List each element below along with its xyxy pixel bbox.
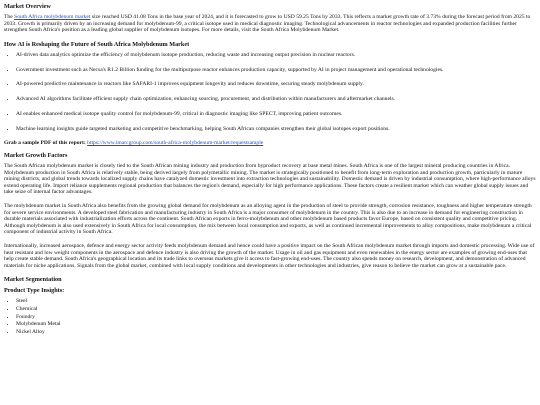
growth-factors-heading: Market Growth Factors xyxy=(4,152,68,160)
market-link[interactable]: South Africa molybdenum market xyxy=(14,14,91,20)
list-item: • AI enables enhanced medical isotope quality control for molybdenum-99, critical in diagnostic imaging like SPECT, improving patient outcomes. xyxy=(16,111,536,118)
growth-paragraph-2: The molybdenum market in South Africa also benefits from the growing global demand for molybdenum as an alloying agent in the production of steel to provide strength, corrosion resistance, toughness and higher temperature strength for severe service environments. A developed steel fabrication and manufacturing industry in South Africa is a major consumer of molybdenum in the country. This is also due to an increase in demand for engineering construction in durable materials associated with industrialization efforts across the continent. South African exports in ferro-molybdenum and other molybdenum based products favor Europe, based on consistent quality and competitive pricing. Although molybdenum is also used extensively in South Africa for local consumption, the mix between local consumption and exports, as well as continued incremental improvements to alloy compositions, make molybdenum a critical component of industrial activity in South Africa. xyxy=(4,203,532,236)
list-item: • AI-powered predictive maintenance in reactors like SAFARI-1 improves equipment longevity and reduces downtime, securing steady molybdenum supply. xyxy=(16,81,536,88)
list-item: • Nickel Alloy xyxy=(16,329,536,337)
product-type-list xyxy=(4,298,536,336)
overview-text-pre: The xyxy=(4,14,15,20)
ai-section-heading: How AI is Reshaping the Future of South Africa Molybdenum Market xyxy=(4,40,190,48)
sample-pdf-line xyxy=(4,140,536,147)
list-item: • Government investment such as Necsa's R1.2 Billion funding for the multipurpose reactor enhances production capacity, supported by AI in project management and operational technologies. xyxy=(16,67,536,74)
list-item: • Machine learning insights guide targeted marketing and competitive benchmarking, helping South African companies strengthen their global isotopes export positions. xyxy=(16,126,536,133)
sample-pdf-link[interactable]: https://www.imarcgroup.com/south-africa-molybdenum-market/requestsample xyxy=(87,140,264,147)
list-item: • Molybdenum Metal xyxy=(16,321,536,329)
sample-pdf-label: Grab a sample PDF of this report: xyxy=(4,140,86,147)
list-item: • Advanced AI algorithms facilitate efficient supply chain optimization, enhancing sourcing, procurement, and distribution within manufacturers and aftermarket channels. xyxy=(16,96,536,103)
list-item: • AI-driven data analytics optimize the efficiency of molybdenum isotope production, reducing waste and increasing output precision in nuclear reactors. xyxy=(16,52,536,59)
product-type-heading: Product Type Insights: xyxy=(4,287,65,295)
overview-paragraph xyxy=(4,14,536,34)
list-item: • Steel xyxy=(16,298,536,306)
growth-paragraph-1: The South African molybdenum market is closely tied to the South African mining industry and production from byproduct recovery at base metal mines. South Africa is one of the largest mineral producing countries in Africa. Molybdenum production in South Africa is relatively stable, being derived largely from polymetallic mining. The market is strategically positioned to benefit from long-term exploration and production growth, particularly in mature mining districts, and global trends towards localized supply chains have catalyzed domestic investment into extraction technologies and sustainability. Domestic demand is driven by industrial consumption, where high-performance alloys extend operating life. Import reliance supplements regional production that balances the region's demand, especially for high performance applications. These factors create a resilient market which can weather global supply issues and take seize of internal factor advantages. xyxy=(4,163,536,196)
list-item: • Chemical xyxy=(16,306,536,314)
overview-text-post: size reached USD 41.08 Tons in the base year of 2024, and it is forecasted to grow to USD 59.25 Tons by 2033. This reflects a market growth rate of 3.73% during the forecast period from 2025 to 2033. Growth is primarily driven by an increasing demand for molybdenum-99, a critical isotope used in medical diagnostic imaging. Technological advancements in reactor technologies and expanded production facilities further strengthen South Africa's position as a leading global supplier of molybdenum isotopes. For more details, visit the South Africa Molybdenum Market. xyxy=(4,14,531,34)
market-overview-heading: Market Overview xyxy=(4,3,51,10)
growth-paragraph-3: Internationally, increased aerospace, defence and energy sector activity feeds molybdenum demand and hence could have a positive impact on the South African molybdenum market through imports and domestic processing. Wide use of heat resistant and low weight components in the aerospace and defence industry is also driving the growth of the market. Usage in oil and gas equipment and even renewables in the energy sector are examples of growing end-uses that help create stable demand. South Africa's geographical location and its trade links to overseas markets give it access to fast-growing end-uses. The country also spends money on research, development, and demonstration of advanced materials for niche applications. Signals from the global market, combined with local supply conditions and developments in other technologies and industries, give reason to believe the market can grow at a sustainable pace. xyxy=(4,243,535,269)
segmentation-heading: Market Segmentation xyxy=(4,276,62,284)
ai-insights-list xyxy=(4,52,536,133)
list-item: • Foundry xyxy=(16,314,536,322)
